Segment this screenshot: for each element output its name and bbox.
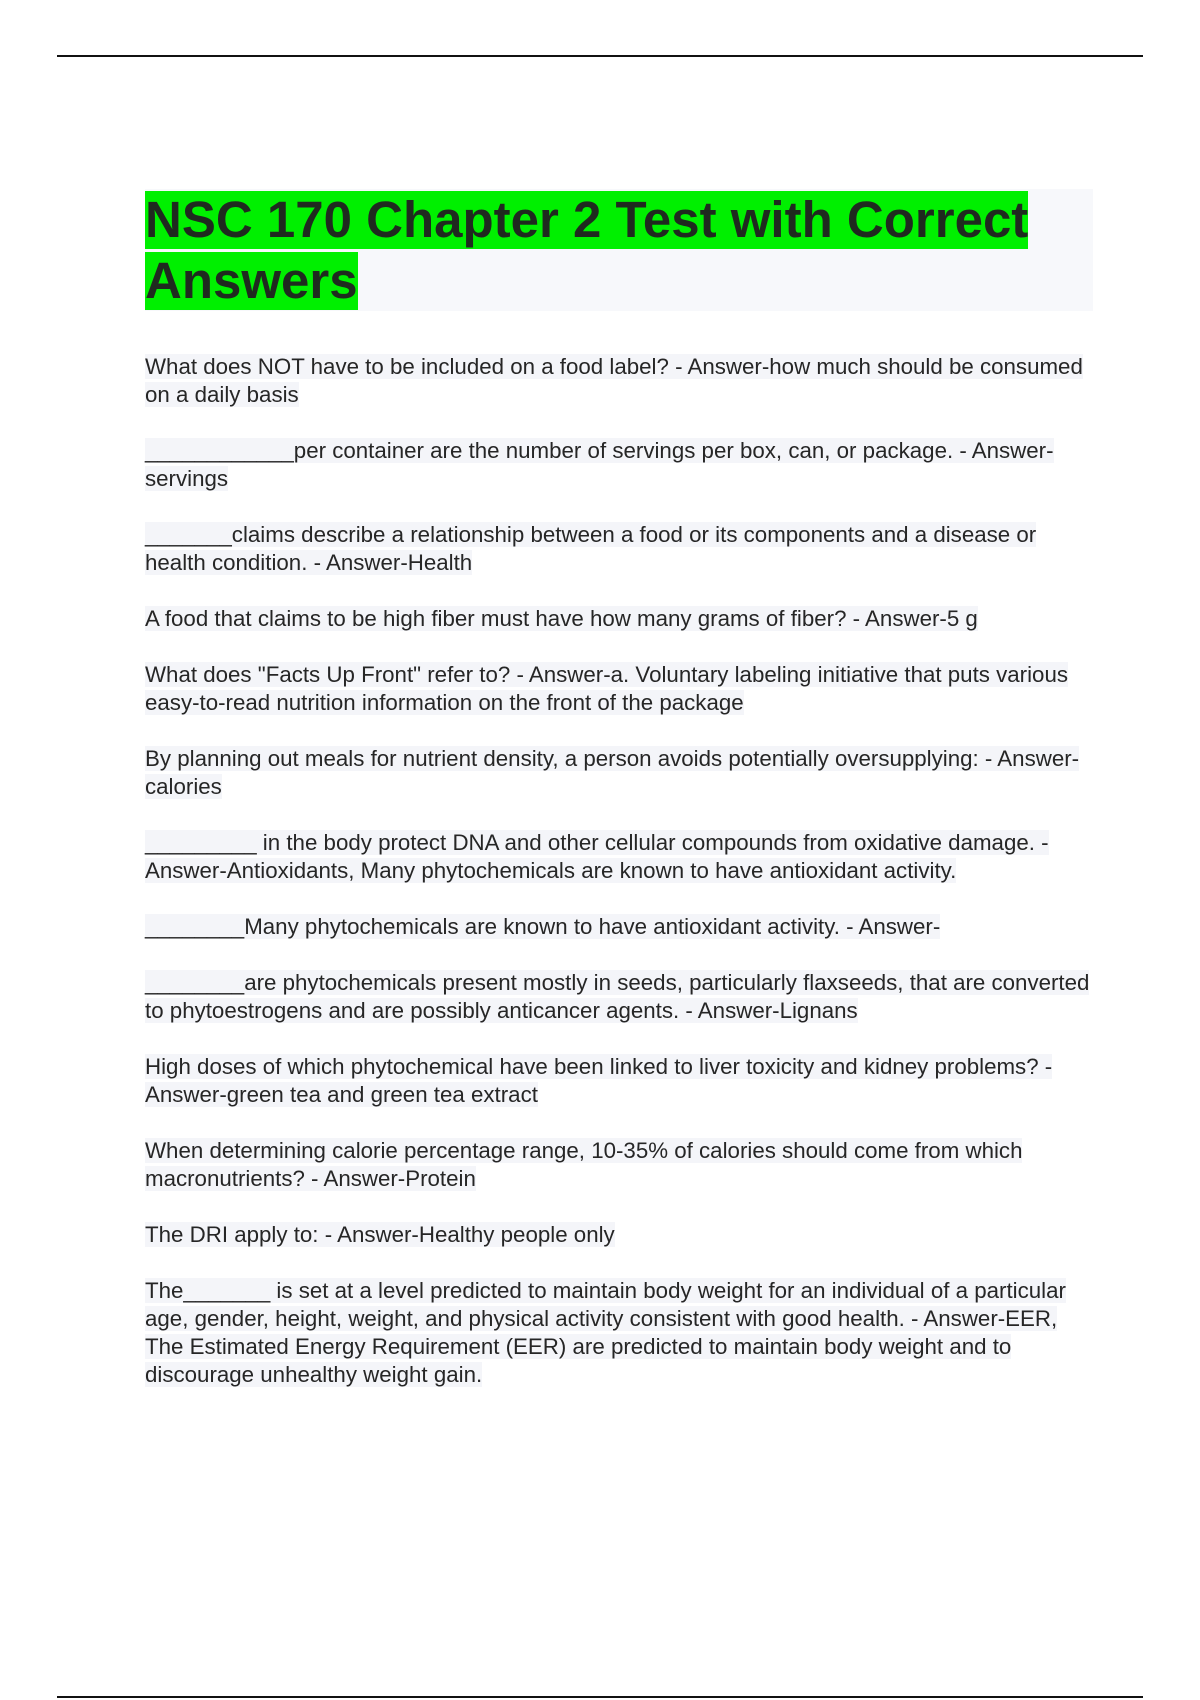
- qa-item: [145, 1221, 1095, 1249]
- qa-item-text: A food that claims to be high fiber must have how many grams of fiber? - Answer-5 g: [145, 606, 978, 631]
- bottom-rule: [57, 1696, 1143, 1698]
- qa-item: [145, 353, 1095, 409]
- page-title: [145, 189, 1075, 311]
- qa-item: [145, 605, 1095, 633]
- qa-item: [145, 745, 1095, 801]
- qa-item-text: ________Many phytochemicals are known to have antioxidant activity. - Answer-: [145, 914, 941, 939]
- qa-item: [145, 969, 1095, 1025]
- qa-list: [145, 353, 1095, 1417]
- qa-item: [145, 437, 1095, 493]
- qa-item: [145, 913, 1095, 941]
- qa-item-text: _______claims describe a relationship between a food or its components and a disease or health condition. - Answer-Health: [145, 522, 1037, 575]
- qa-item-text: By planning out meals for nutrient density, a person avoids potentially oversupplying: - Answer-calories: [145, 746, 1080, 799]
- qa-item-text: What does "Facts Up Front" refer to? - Answer-a. Voluntary labeling initiative that puts various easy-to-read nutrition information on the front of the package: [145, 662, 1069, 715]
- qa-item-text: ____________per container are the number of servings per box, can, or package. - Answer-servings: [145, 438, 1054, 491]
- qa-item-text: _________ in the body protect DNA and other cellular compounds from oxidative damage. - Answer-Antioxidants, Many phytochemicals are known to have antioxidant activity.: [145, 830, 1049, 883]
- qa-item-text: The DRI apply to: - Answer-Healthy people only: [145, 1222, 615, 1247]
- qa-item-text: What does NOT have to be included on a food label? - Answer-how much should be consumed on a daily basis: [145, 354, 1083, 407]
- qa-item-text: The_______ is set at a level predicted to maintain body weight for an individual of a particular age, gender, height, weight, and physical activity consistent with good health. - Answer-EER, The Estimated Energy Requirement (EER) are predicted to maintain body weight and to discourage unhealthy weight gain.: [145, 1278, 1066, 1387]
- qa-item: [145, 1053, 1095, 1109]
- qa-item: [145, 829, 1095, 885]
- qa-item-text: When determining calorie percentage range, 10-35% of calories should come from which macronutrients? - Answer-Protein: [145, 1138, 1023, 1191]
- page-title-text: NSC 170 Chapter 2 Test with Correct Answers: [145, 191, 1029, 309]
- title-block: [145, 189, 1093, 311]
- top-rule: [57, 55, 1143, 57]
- qa-item: [145, 661, 1095, 717]
- qa-item-text: ________are phytochemicals present mostly in seeds, particularly flaxseeds, that are converted to phytoestrogens and are possibly anticancer agents. - Answer-Lignans: [145, 970, 1090, 1023]
- qa-item: [145, 1137, 1095, 1193]
- qa-item: [145, 521, 1095, 577]
- qa-item-text: High doses of which phytochemical have been linked to liver toxicity and kidney problems? - Answer-green tea and green tea extract: [145, 1054, 1053, 1107]
- qa-item: [145, 1277, 1095, 1389]
